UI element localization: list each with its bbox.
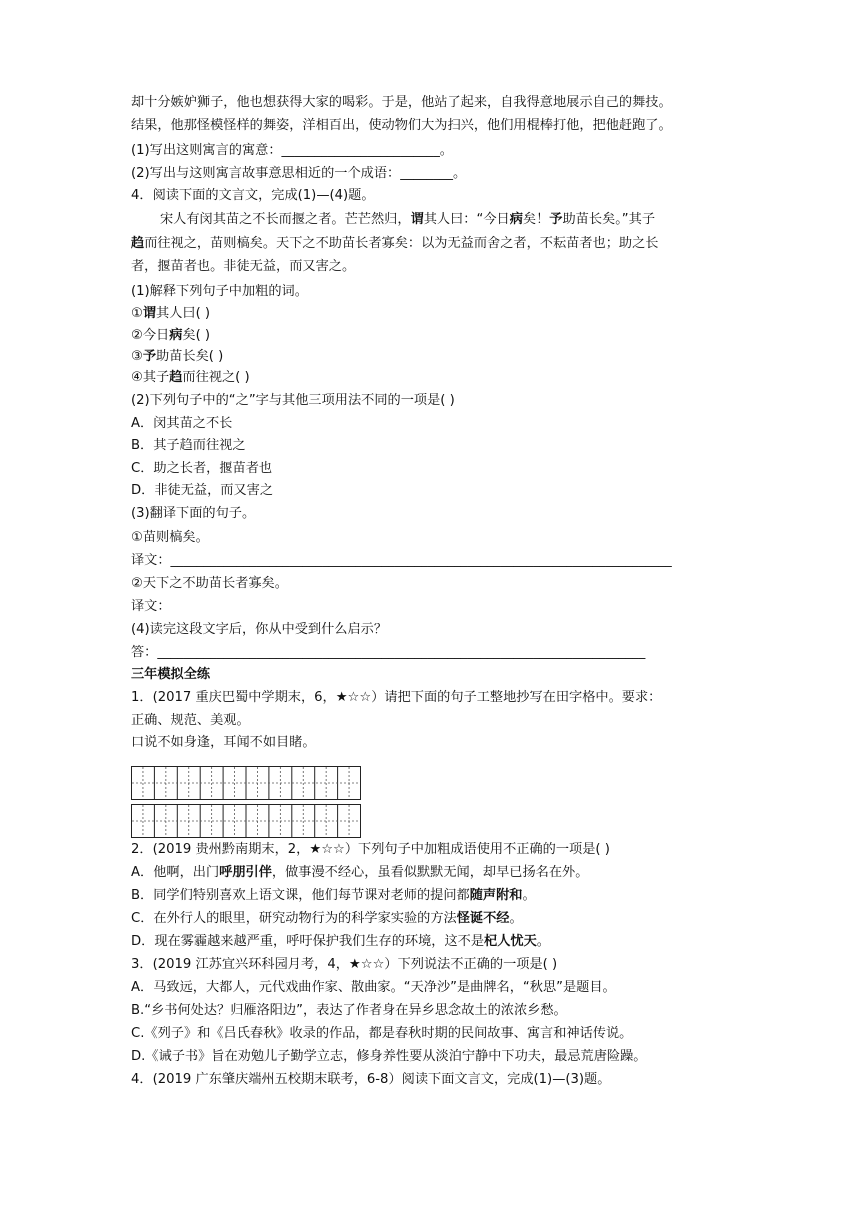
text-segment: 而往视之，苗则槁矣。天下之不助苗长者寡矣：以为无益而舍之者，不耘苗者也；助之长 [144,236,659,251]
text-line [131,978,616,998]
text-segment: (2)下列句子中的“之”字与其他三项用法不同的一项是( ) [131,393,455,408]
text-segment: 助苗长矣( ) [156,349,224,364]
text-line [131,932,550,952]
text-segment: 宋人有闵其苗之不长而揠之者。芒芒然归， [160,212,411,227]
text-line [131,186,375,206]
text-segment: 正确、规范、美观。 [131,713,250,728]
tianzige-grid [131,804,361,838]
text-segment: ① [131,306,143,321]
text-segment: A．他啊，出门 [131,865,220,880]
text-segment: (1)写出这则寓言的寓意：________________________。 [131,143,453,158]
text-segment: C．助之长者，揠苗者也 [131,461,273,476]
text-line [131,93,672,113]
text-segment: ，做事漫不经心，虽看似默默无闻，却早已扬名在外。 [271,865,589,880]
text-line [131,643,645,663]
text-segment: (2)写出与这则寓言故事意思相近的一个成语：________。 [131,166,467,181]
text-line [160,210,655,230]
text-segment: ②今日 [131,328,170,343]
bold-text: 谓 [410,212,424,227]
bold-text: 杞人忧天 [484,934,537,949]
bold-text: 予 [549,212,563,227]
text-segment: 译文： [131,599,171,614]
bold-text: 病 [509,212,523,227]
tianzige-grid [131,766,361,800]
tianzige-grid-row-1 [131,766,361,800]
text-segment: C.《列子》和《吕氏春秋》收录的作品，都是春秋时期的民间故事、寓言和神话传说。 [131,1026,633,1041]
text-line [131,257,355,277]
text-line [131,688,661,708]
text-segment: 口说不如身逢，耳闻不如目睹。 [131,735,316,750]
text-line [131,234,659,254]
text-segment: 2．(2019 贵州黔南期末，2，★☆☆）下列句子中加粗成语使用不正确的一项是( ) [131,842,610,857]
text-line [131,1070,610,1090]
text-line [131,665,210,685]
text-segment: 其人曰( ) [156,306,211,321]
text-segment: 矣！ [522,212,550,227]
text-segment: B．其子趋而往视之 [131,438,246,453]
text-line [131,391,455,411]
text-line [131,481,273,501]
text-line [131,597,171,617]
text-line [131,528,209,548]
text-segment: A．马致远，大都人，元代戏曲作家、散曲家。“天净沙”是曲牌名，“秋思”是题目。 [131,980,616,995]
text-line [131,733,316,753]
text-segment: D.《诫子书》旨在劝勉儿子勤学立志，修身养性要从淡泊宁静中下功夫，最忌荒唐险躁。 [131,1049,647,1064]
text-segment: 结果，他那怪模怪样的舞姿，洋相百出，使动物们大为扫兴，他们用棍棒打他，把他赶跑了。 [131,118,672,133]
text-segment: 助苗长矣。”其子 [562,212,656,227]
text-line [131,504,255,524]
text-segment: ①苗则槁矣。 [131,530,209,545]
text-segment: ④其子 [131,370,170,385]
text-line [131,574,288,594]
text-line [131,909,523,929]
bold-text: 呼朋引伴 [219,865,272,880]
text-segment: B．同学们特别喜欢上语文课，他们每节课对老师的提问都 [131,888,470,903]
bold-text: 趋 [169,370,183,385]
text-line [131,141,453,161]
text-segment: 而往视之( ) [182,370,250,385]
bold-text: 病 [169,328,183,343]
text-segment: D．非徒无益，而又害之 [131,483,274,498]
text-segment: 4．阅读下面的文言文，完成(1)—(4)题。 [131,188,375,203]
text-line [131,164,466,184]
text-line [131,840,610,860]
bold-text: 三年模拟全练 [131,667,211,682]
text-segment: 答：__________________________________________________________________________ [131,645,646,660]
text-segment: 1．(2017 重庆巴蜀中学期末，6，★☆☆）请把下面的句子工整地抄写在田字格中。要求： [131,690,662,705]
text-segment: ③ [131,349,143,364]
text-segment: 4．(2019 广东肇庆端州五校期末联考，6-8）阅读下面文言文，完成(1)—(3)题。 [131,1072,611,1087]
text-line [131,116,672,136]
text-line [131,863,588,883]
text-segment: 却十分嫉妒狮子，他也想获得大家的喝彩。于是，他站了起来，自我得意地展示自己的舞技。 [131,95,672,110]
text-line [131,1024,632,1044]
bold-text: 趋 [131,236,145,251]
text-segment: 矣( ) [182,328,211,343]
bold-text: 予 [142,349,157,364]
bold-text: 怪诞不经 [456,911,510,926]
text-segment: 。 [522,888,536,903]
tianzige-grid-row-2 [131,804,361,838]
text-segment: D．现在雾霾越来越严重，呼吁保护我们生存的环境，这不是 [131,934,485,949]
text-line [131,620,387,640]
text-segment: ②天下之不助苗长者寡矣。 [131,576,288,591]
text-line [131,955,557,975]
text-line [131,368,250,388]
text-line [131,551,672,571]
text-segment: (1)解释下列句子中加粗的词。 [131,284,308,299]
text-segment: 。 [509,911,523,926]
bold-text: 随声附和 [469,888,523,903]
text-segment: A．闵其苗之不长 [131,416,233,431]
text-line [131,282,308,302]
text-line [131,1001,567,1021]
text-segment: 3．(2019 江苏宜兴环科园月考，4，★☆☆）下列说法不正确的一项是( ) [131,957,558,972]
text-line [131,886,536,906]
text-segment: 其人曰：“今日 [423,212,510,227]
bold-text: 谓 [142,306,157,321]
text-segment: B.“乡书何处达？归雁洛阳边”，表达了作者身在异乡思念故土的浓浓乡愁。 [131,1003,567,1018]
text-line [131,326,210,346]
text-line [131,436,246,456]
text-line [131,347,223,367]
text-segment: (4)读完这段文字后，你从中受到什么启示？ [131,622,388,637]
text-line [131,1047,646,1067]
text-line [131,414,232,434]
text-segment: 。 [536,934,550,949]
text-segment: C．在外行人的眼里，研究动物行为的科学家实验的方法 [131,911,457,926]
text-segment: 译文：____________________________________________________________________________ [131,553,672,568]
text-line [131,304,210,324]
text-line [131,711,250,731]
text-segment: 者，揠苗者也。非徒无益，而又害之。 [131,259,356,274]
text-segment: (3)翻译下面的句子。 [131,506,256,521]
text-line [131,459,272,479]
